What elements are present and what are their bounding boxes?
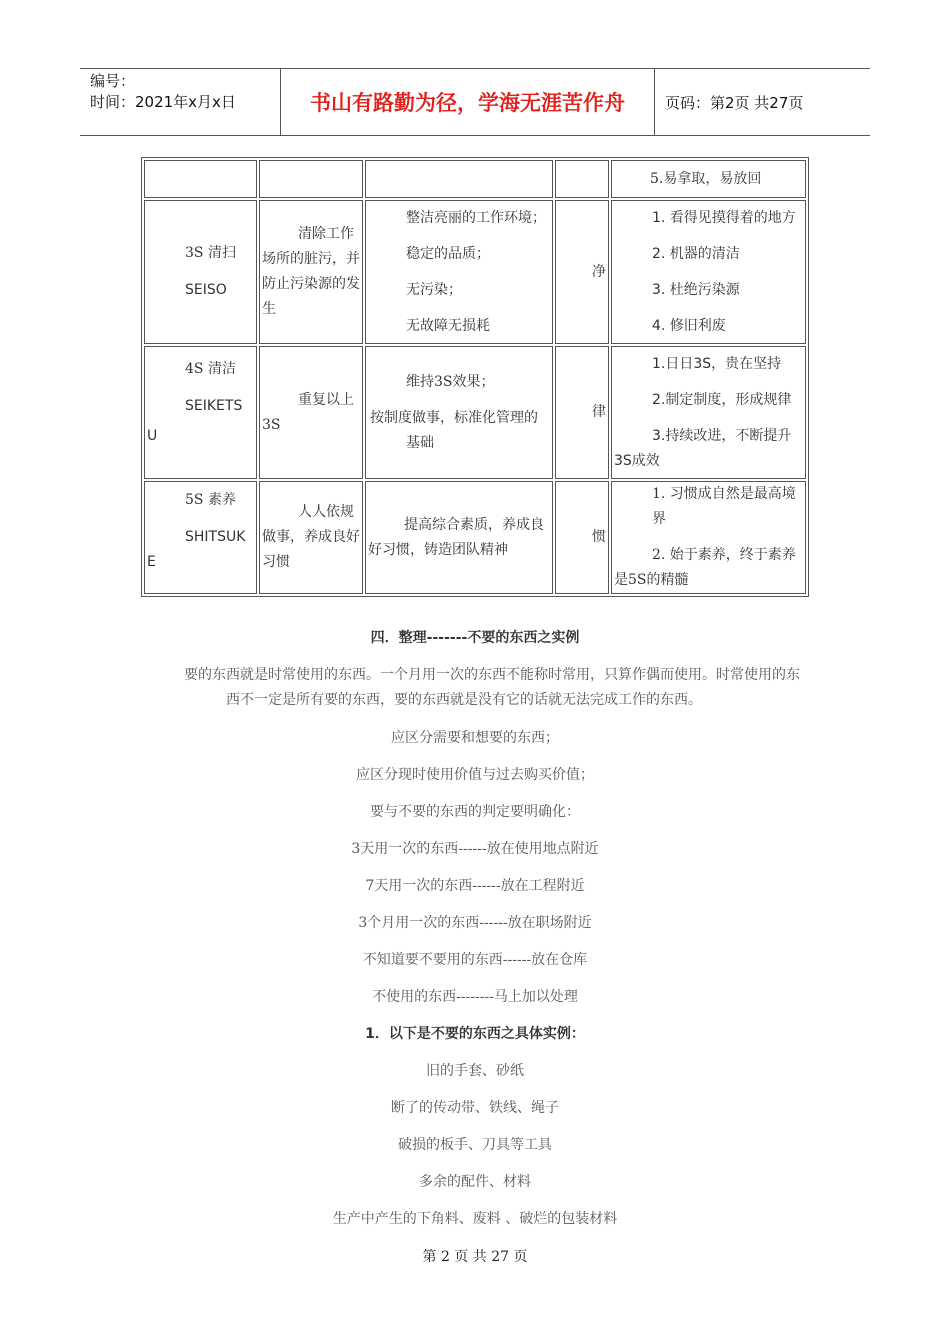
table-cell-goals [365, 200, 553, 344]
example-line: 旧的手套、砂纸 [426, 1063, 524, 1079]
item-desc: 清除工作场所的脏污，并防止污染源的发生 [262, 226, 360, 317]
point-text: 1. 看得见摸得着的地方 [652, 209, 796, 226]
table-cell-desc [259, 200, 363, 344]
item-name: 4S 清洁 [185, 361, 236, 377]
section-heading: 四．整理-------不要的东西之实例 [370, 630, 580, 646]
table-cell-name [144, 346, 257, 479]
table-cell-points [611, 481, 806, 594]
table-cell [555, 160, 609, 198]
item-name: 3S 清扫 [185, 245, 236, 261]
goal-text: 无污染； [406, 281, 462, 298]
goal-text: 整洁亮丽的工作环境； [406, 209, 546, 226]
item-roman: SEIKETS [185, 398, 243, 414]
table-cell-desc [259, 346, 363, 479]
example-line: 破损的板手、刀具等工具 [398, 1137, 552, 1153]
example-line: 生产中产生的下角料、废料 、破烂的包装材料 [332, 1211, 618, 1227]
table-cell-goals [365, 481, 553, 594]
table-cell [611, 160, 806, 198]
table-cell-key [555, 481, 609, 594]
body-line: 3天用一次的东西------放在使用地点附近 [351, 841, 599, 857]
item-name: 5S 素养 [185, 492, 236, 508]
body-line: 不使用的东西--------马上加以处理 [372, 989, 578, 1005]
table-cell-key [555, 346, 609, 479]
point-text: 2.制定制度，形成规律 [652, 391, 792, 408]
table-cell-desc [259, 481, 363, 594]
table-row [144, 481, 806, 594]
time-label: 时间：2021年x月x日 [90, 93, 236, 111]
table-row [144, 346, 806, 479]
item-roman-wrap: E [147, 554, 156, 570]
table-cell [144, 160, 257, 198]
goal-text: 维持3S效果； [406, 373, 495, 390]
point-text: 3.持续改进，不断提升3S成效 [614, 427, 792, 469]
point-text: 1.日日3S，贵在坚持 [652, 355, 782, 372]
table-cell-goals [365, 346, 553, 479]
table-cell-name [144, 200, 257, 344]
header-page-info: 页码：第2页 共27页 [665, 93, 804, 112]
body-line: 不知道要不要用的东西------放在仓库 [362, 952, 588, 968]
goal-text: 无故障无损耗 [406, 317, 490, 334]
point-text: 2. 机器的清洁 [652, 245, 740, 262]
body-line: 7天用一次的东西------放在工程附近 [365, 878, 585, 894]
body-line: 应区分现时使用价值与过去购买价值； [356, 767, 594, 783]
page-footer: 第 2 页 共 27 页 [422, 1249, 528, 1265]
point-text: 5.易拿取，易放回 [650, 170, 762, 187]
point-text: 1. 习惯成自然是最高境界 [652, 486, 796, 527]
intro-text: 要的东西就是时常使用的东西。一个月用一次的东西不能称时常用，只算作偶而使用。时常使用的东西不一定是所有要的东西，要的东西就是没有它的话就无法完成工作的东西。 [184, 667, 800, 708]
header-meta [80, 69, 281, 135]
point-text: 2. 始于素养，终于素养是5S的精髓 [614, 547, 796, 588]
table-cell-points [611, 346, 806, 479]
point-text: 3. 杜绝污染源 [652, 281, 740, 298]
example-line: 断了的传动带、铁线、绳子 [391, 1100, 559, 1116]
item-roman-wrap: U [147, 428, 158, 444]
key-char: 律 [592, 404, 606, 420]
key-char: 净 [592, 263, 606, 280]
table-cell-key [555, 200, 609, 344]
item-desc: 重复以上3S [262, 391, 354, 433]
key-char: 惯 [592, 529, 606, 545]
sub-heading: 1．以下是不要的东西之具体实例： [365, 1026, 585, 1042]
goal-text-inline: 按制度做事，标准化管理的基础 [370, 409, 538, 451]
example-line: 多余的配件、材料 [419, 1174, 531, 1190]
page-header [80, 68, 870, 136]
table-cell-name [144, 481, 257, 594]
table-row [144, 160, 806, 198]
body-line: 要与不要的东西的判定要明确化： [370, 804, 580, 820]
table-cell-points [611, 200, 806, 344]
table-row [144, 200, 806, 344]
item-roman: SHITSUK [185, 529, 246, 545]
five-s-table [141, 157, 809, 597]
goal-text [368, 406, 550, 456]
body-line: 3个月用一次的东西------放在职场附近 [358, 915, 592, 931]
table-cell [259, 160, 363, 198]
goal-text: 稳定的品质； [406, 245, 490, 262]
header-motto: 书山有路勤为径，学海无涯苦作舟 [281, 69, 655, 135]
intro-paragraph [184, 663, 806, 713]
goal-text: 提高综合素质，养成良好习惯，铸造团队精神 [368, 516, 544, 558]
item-roman: SEISO [185, 282, 227, 298]
number-label: 编号： [90, 72, 136, 90]
point-text: 4. 修旧利废 [652, 317, 726, 334]
table-cell [365, 160, 553, 198]
body-line: 应区分需要和想要的东西； [391, 730, 559, 746]
item-desc: 人人依规做事，养成良好习惯 [262, 504, 360, 570]
